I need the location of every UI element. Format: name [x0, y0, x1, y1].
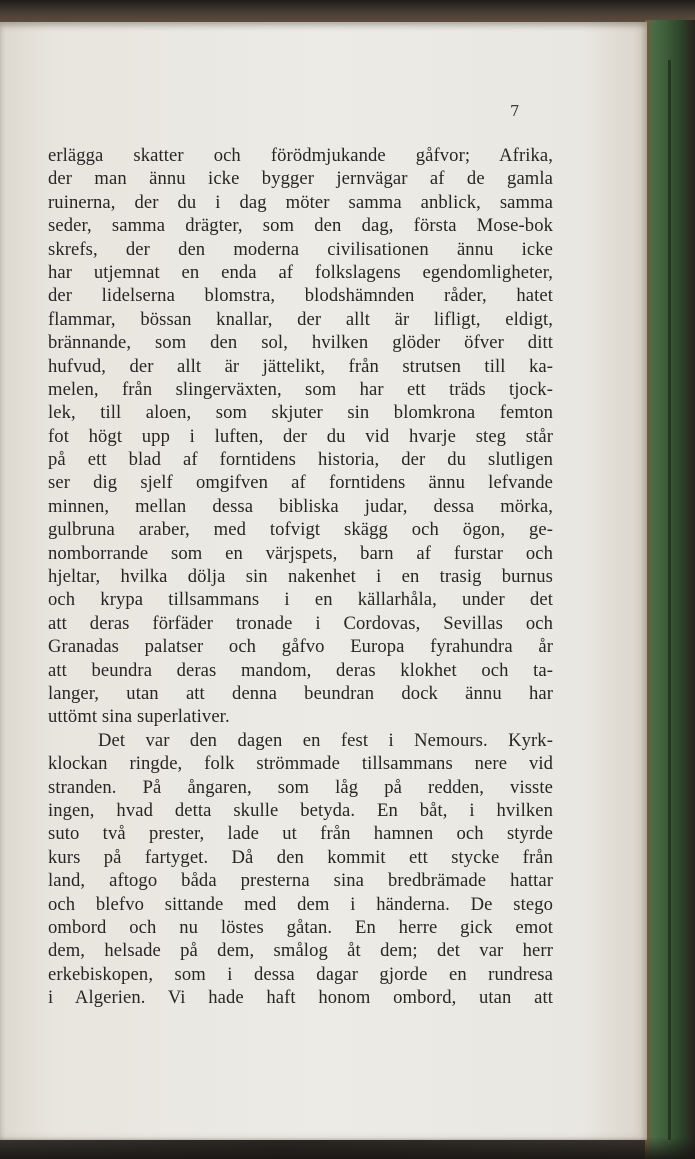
- text-line: der lidelserna blomstra, blodshämnden råder, hatet: [48, 285, 553, 307]
- text-line: att deras förfäder tronade i Cordovas, Sevillas och: [48, 612, 553, 634]
- text-line: i Algerien. Vi hade haft honom ombord, utan att: [48, 987, 553, 1009]
- bottom-shadow: [0, 1137, 695, 1159]
- text-line: melen, från slingerväxten, som har ett träds tjock-: [48, 378, 553, 400]
- text-line: suto två prester, lade ut från hamnen och styrde: [48, 823, 553, 845]
- text-line: der man ännu icke bygger jernvägar af de gamla: [48, 168, 553, 190]
- text-line: och blefvo sittande med dem i händerna. De stego: [48, 893, 553, 915]
- text-line: lek, till aloen, som skjuter sin blomkrona femton: [48, 402, 553, 424]
- text-line: uttömt sina superlativer.: [48, 706, 230, 728]
- text-line: ombord och nu löstes gåtan. En herre gick emot: [48, 916, 553, 938]
- text-line: och krypa tillsammans i en källarhåla, under det: [48, 589, 553, 611]
- text-line: ser dig sjelf omgifven af forntidens ännu lefvande: [48, 472, 553, 494]
- text-line: erlägga skatter och förödmjukande gåfvor; Afrika,: [48, 145, 553, 166]
- text-line: brännande, som den sol, hvilken glöder öfver ditt: [48, 332, 553, 354]
- text-line: hufvud, der allt är jättelikt, från strutsen till ka-: [48, 355, 553, 377]
- text-line: langer, utan att denna beundran dock ännu har: [48, 682, 553, 704]
- text-line: hjeltar, hvilka dölja sin nakenhet i en trasig burnus: [48, 566, 553, 588]
- text-line: nomborrande som en värjspets, barn af furstar och: [48, 542, 553, 564]
- text-line: seder, samma drägter, som den dag, första Mose-bok: [48, 215, 553, 237]
- text-line: Det var den dagen en fest i Nemours. Kyrk-: [98, 729, 553, 751]
- text-line: erkebiskopen, som i dessa dagar gjorde en rundresa: [48, 963, 553, 985]
- text-line: minnen, mellan dessa bibliska judar, dessa mörka,: [48, 495, 553, 517]
- text-line: ingen, hvad detta skulle betyda. En båt, i hvilken: [48, 799, 553, 821]
- top-edge: [0, 0, 695, 22]
- text-line: på ett blad af forntidens historia, der du slutligen: [48, 449, 553, 471]
- text-line: flammar, bössan knallar, der allt är lifligt, eldigt,: [48, 308, 553, 330]
- page-paper: [0, 22, 647, 1140]
- text-line: fot högt upp i luften, der du vid hvarje steg står: [48, 425, 553, 447]
- text-line: dem, helsade på dem, smålog åt dem; det var herr: [48, 940, 553, 962]
- text-line: har utjemnat en enda af folkslagens egendomligheter,: [48, 261, 553, 283]
- text-line: ruinerna, der du i dag möter samma anblick, samma: [48, 191, 553, 213]
- text-line: Granadas palatser och gåfvo Europa fyrahundra år: [48, 636, 553, 658]
- text-line: land, aftogo båda presterna sina bredbrämade hattar: [48, 870, 553, 892]
- page-number: 7: [510, 102, 520, 120]
- text-line: skrefs, der den moderna civilisationen ännu icke: [48, 238, 553, 260]
- text-line: kurs på fartyget. Då den kommit ett stycke från: [48, 846, 553, 868]
- text-line: stranden. På ångaren, som låg på redden, visste: [48, 776, 553, 798]
- text-line: klockan ringde, folk strömmade tillsammans nere vid: [48, 753, 553, 775]
- body-text: [48, 144, 553, 1009]
- book-cover-edge: [645, 20, 695, 1159]
- cover-stripe: [668, 60, 671, 1140]
- text-line: gulbruna araber, med tofvigt skägg och ögon, ge-: [48, 519, 553, 541]
- text-line: att beundra deras mandom, deras klokhet och ta-: [48, 659, 553, 681]
